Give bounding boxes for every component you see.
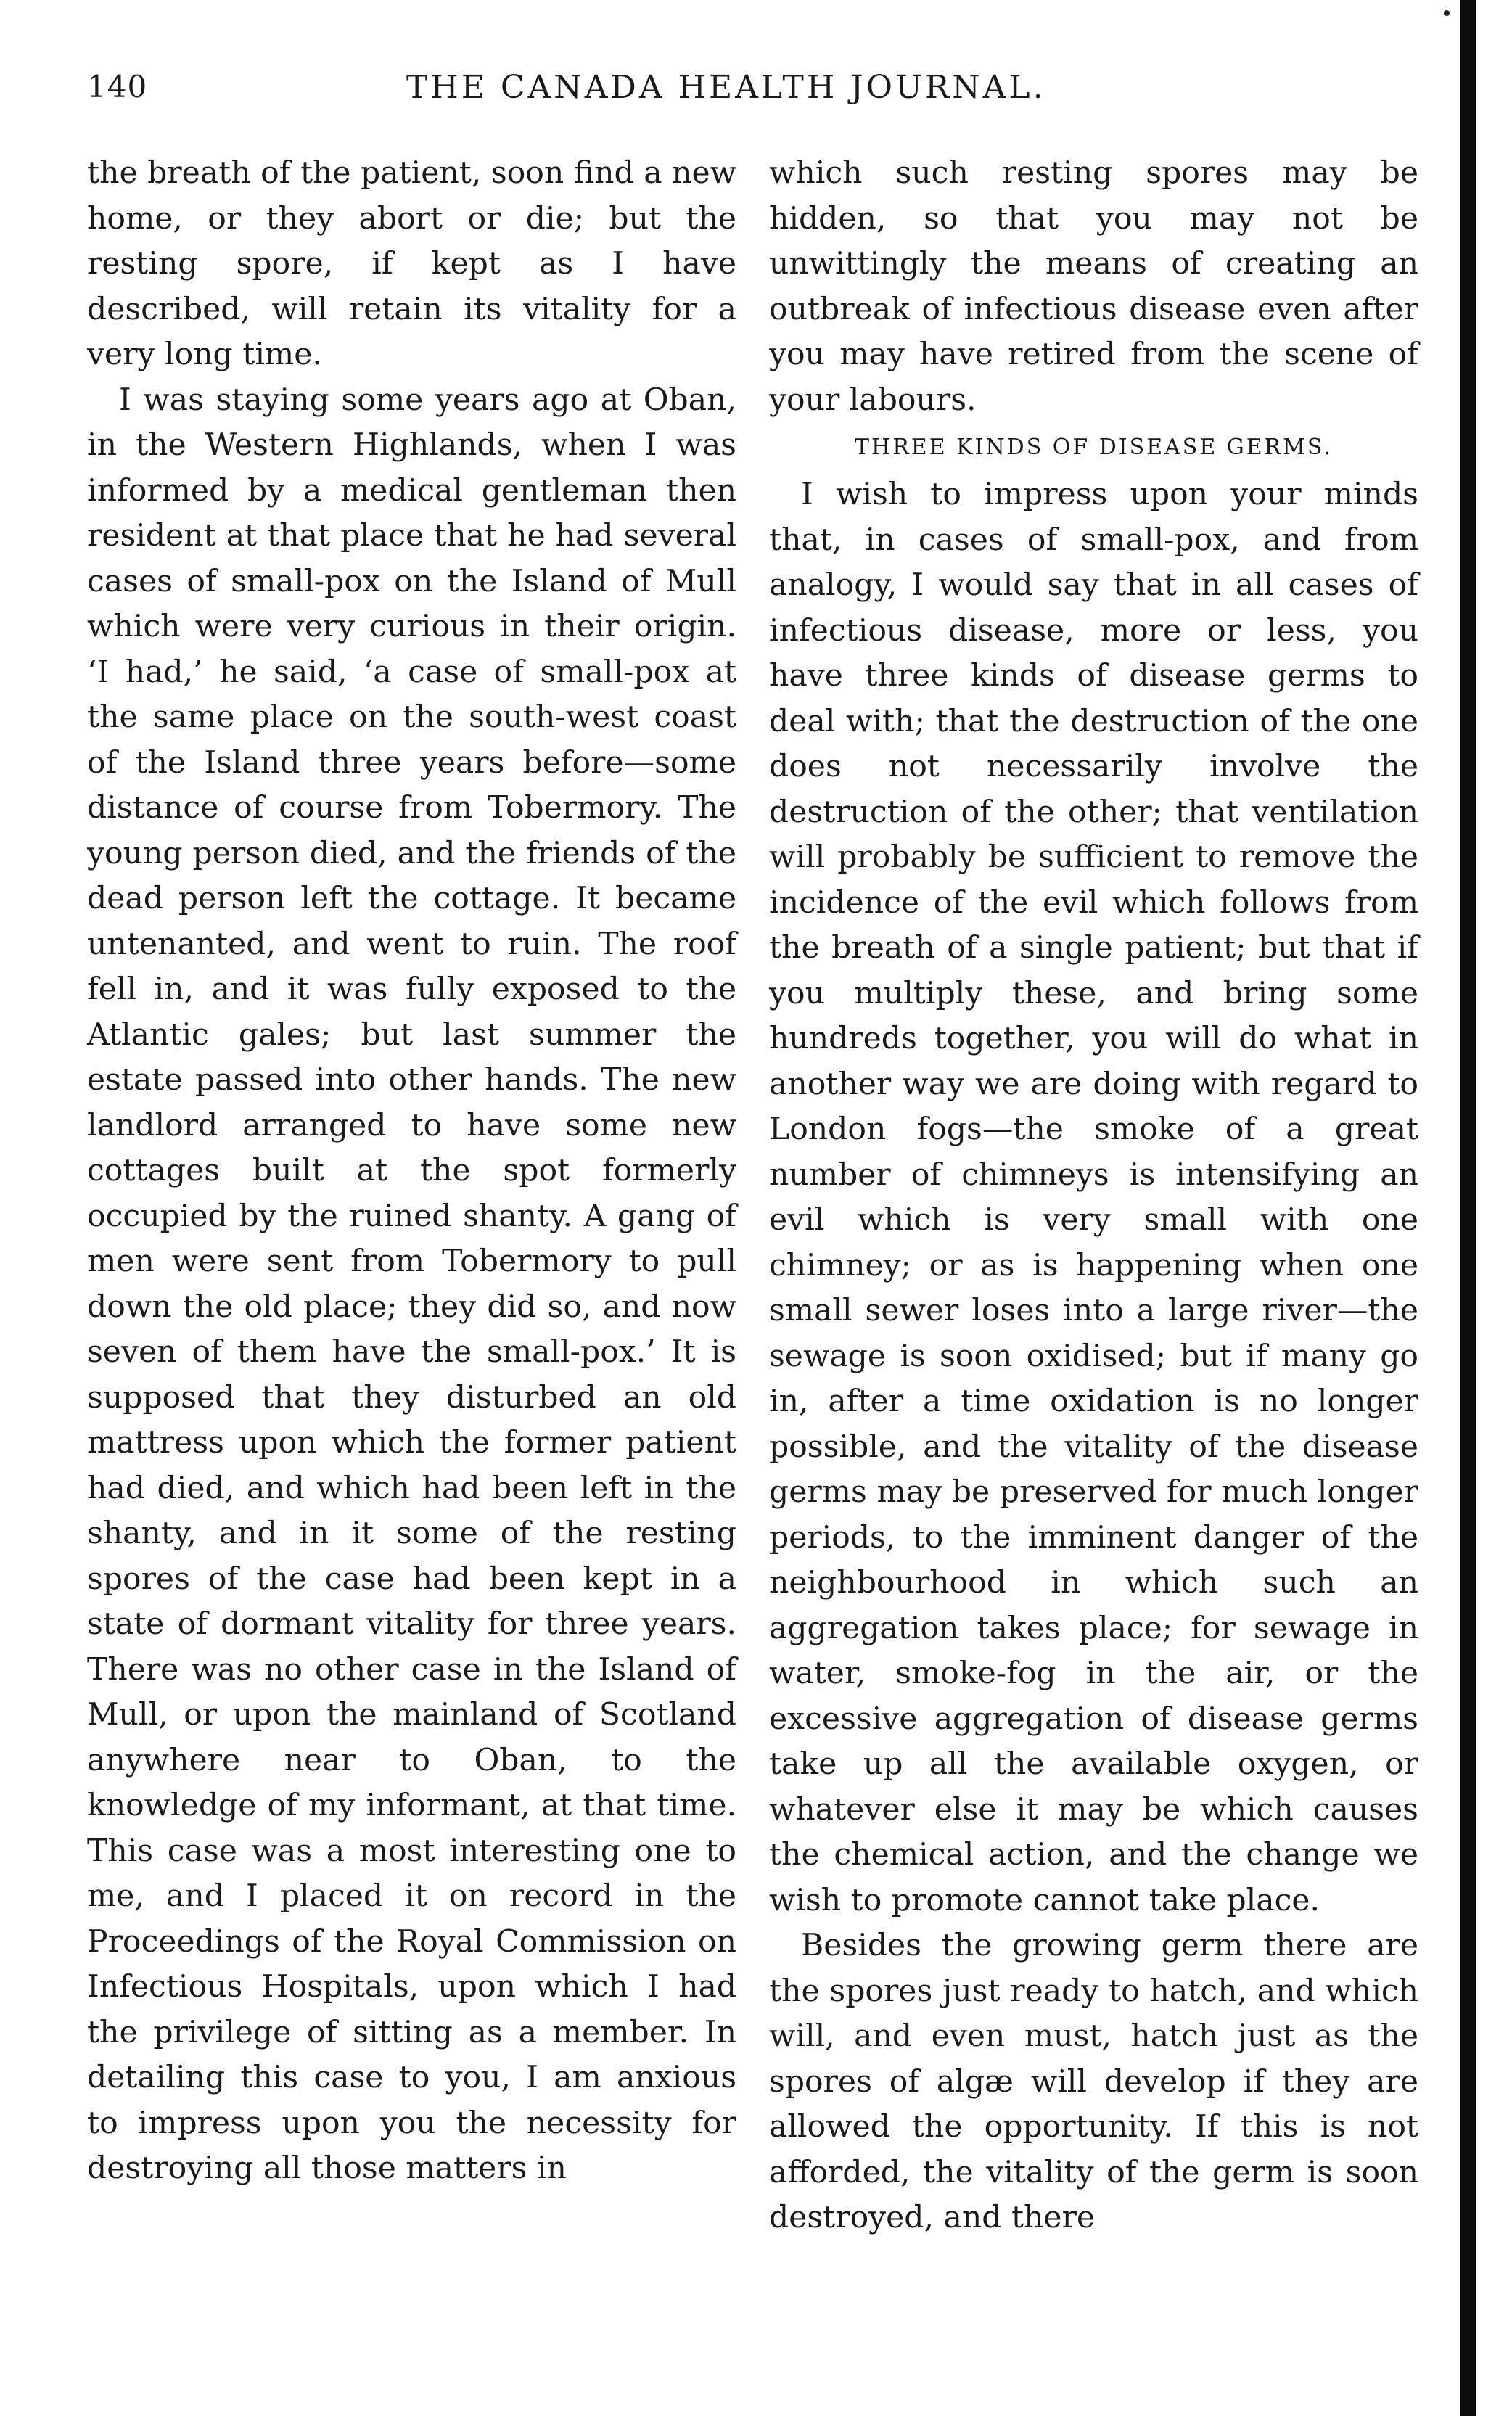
ink-speck [1444,10,1450,16]
running-title: THE CANADA HEALTH JOURNAL. [406,69,1046,106]
paragraph-three-kinds: I wish to impress upon your minds that, in cases of small-pox, and from analogy, I would say that in all cases of infectious disease, more or less, you have three kinds of disease germs to deal with; that the destruction of the one does not necessarily involve the destruction of the other; that ventilation will probably be sufficient to remove the incidence of the evil which follows from the breath of a single patient; but that if you multiply these, and bring some hundreds together, you will do what in another way we are doing with regard to London fogs—the smoke of a great number of chimneys is intensifying an evil which is very small with one chimney; or as is happening when one small sewer loses into a large river—the sewage is soon oxidised; but if many go in, after a time oxidation is no longer possible, and the vitality of the disease germs may be preserved for much longer periods, to the imminent danger of the neighbourhood in which such an aggregation takes place; for sewage in water, smoke-fog in the air, or the excessive aggregation of disease germs take up all the available oxygen, or whatever else it may be which causes the chemical action, and the change we wish to promote cannot take place. [769,477,1418,1918]
page-number: 140 [87,69,148,104]
left-column [87,151,736,2192]
paragraph-oban-case: I was staying some years ago at Oban, in the Western Highlands, when I was informed by a medical gentleman then resident at that place that he had several cases of small-pox on the Island of Mull which were very curious in their origin. ‘I had,’ he said, ‘a case of small-pox at the same place on the south-west coast of the Island three years before—some distance of course from Tobermory. The young person died, and the friends of the dead person left the cottage. It became untenanted, and went to ruin. The roof fell in, and it was fully exposed to the Atlantic gales; but last summer the estate passed into other hands. The new landlord arranged to have some new cottages built at the spot formerly occupied by the ruined shanty. A gang of men were sent from Tobermory to pull down the old place; they did so, and now seven of them have the small-pox.’ It is supposed that they disturbed an old mattress upon which the former patient had died, and which had been left in the shanty, and in it some of the resting spores of the case had been kept in a state of dormant vitality for three years. There was no other case in the Island of Mull, or upon the mainland of Scotland anywhere near to Oban, to the knowledge of my informant, at that time. This case was a most interesting one to me, and I placed it on record in the Proceedings of the Royal Commission on Infectious Hospitals, upon which I had the privilege of sitting as a member. In detailing this case to you, I am anxious to impress upon you the necessity for destroying all those matters in [87,382,736,2186]
page-header [87,69,1408,120]
paragraph-continued: the breath of the patient, soon find a new home, or they abort or die; but the resting spore, if kept as I have described, will retain its vitality for a very long time. [87,155,736,372]
page-edge-shadow [1460,0,1476,2416]
section-heading: THREE KINDS OF DISEASE GERMS. [855,435,1333,460]
paragraph-resting-spores: which such resting spores may be hidden, so that you may not be unwittingly the means of creating an outbreak of infectious disease even after you may have retired from the scene of your labours. [769,155,1418,418]
right-column [769,151,1418,2241]
paragraph-growing-germ: Besides the growing germ there are the spores just ready to hatch, and which will, and even must, hatch just as the spores of algæ will develop if they are allowed the opportunity. If this is not afforded, the vitality of the germ is soon destroyed, and there [769,1928,1418,2235]
